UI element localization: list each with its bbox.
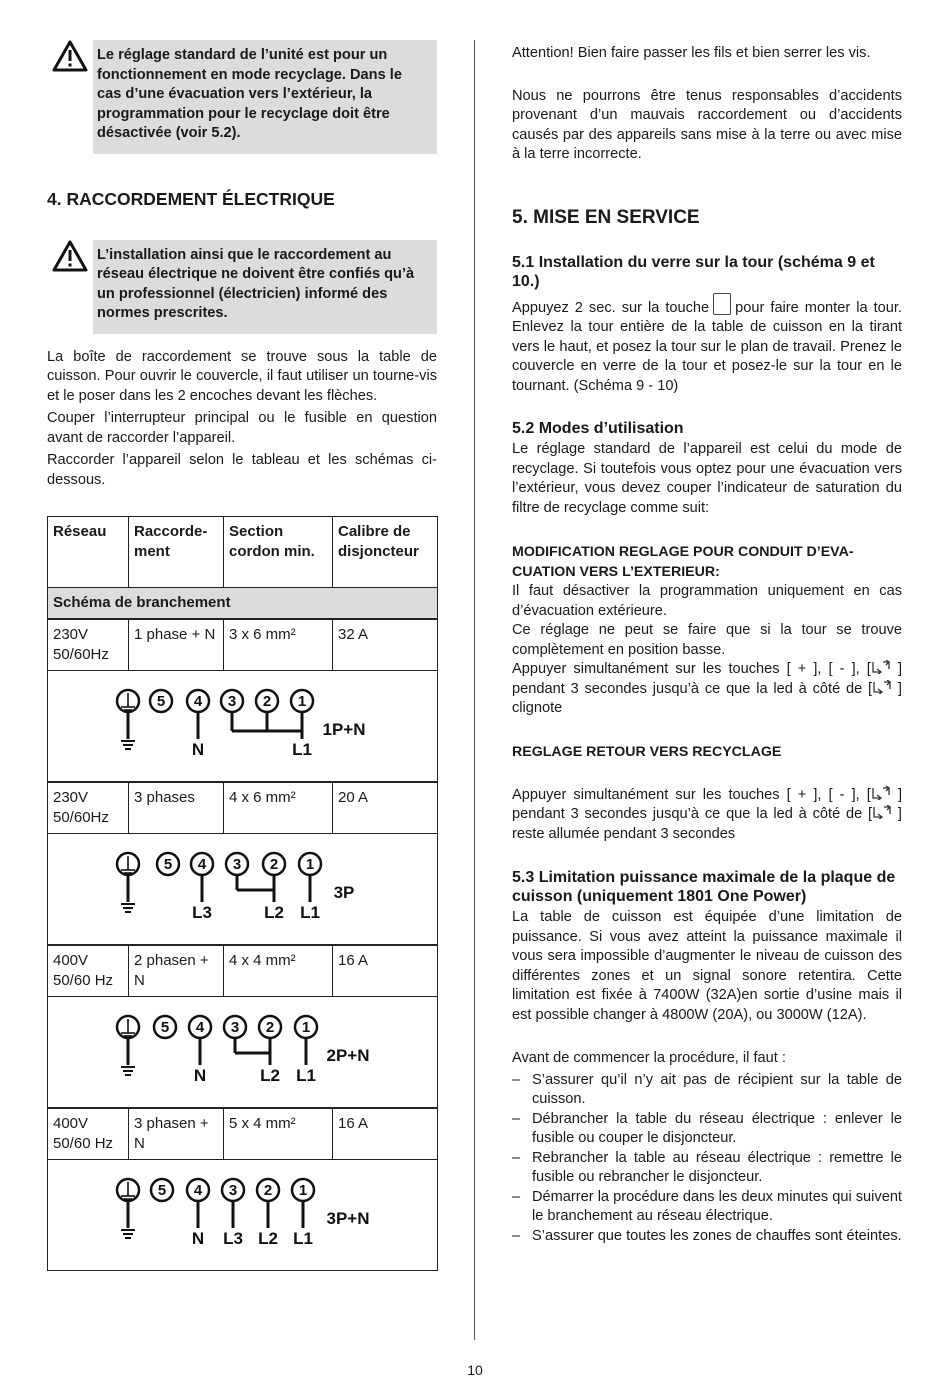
cell-calibre: 16 A (333, 945, 438, 997)
warning-installation (47, 240, 437, 334)
diagram-cell (48, 671, 438, 783)
paragraph-modif-2: Ce réglage ne peut se faire que si la tour se trouve complètement en position basse. (512, 622, 902, 658)
label-n: N (193, 1066, 207, 1085)
schema-label: Schéma de branchement (48, 588, 438, 620)
header-section: Section cordon min. (224, 517, 333, 588)
list-item: – S’assurer qu’il n’y ait pas de récipient sur la table de cuisson. (512, 1071, 902, 1110)
cell-raccordement: 3 phasen + N (129, 1108, 224, 1160)
diagram-cell (48, 1160, 438, 1271)
list-item: – Débrancher la table du réseau électrique : enlever le fusible ou couper le disjoncteur. (512, 1110, 902, 1149)
section-5-title: 5. MISE EN SERVICE (512, 206, 700, 228)
column-divider (474, 40, 475, 1340)
label-l1: L1 (293, 1229, 313, 1248)
diagram-row (48, 1160, 438, 1271)
terminal-4: 4 (193, 693, 203, 710)
cell-calibre: 16 A (333, 1108, 438, 1160)
terminal-1: 1 (301, 1019, 311, 1036)
terminal-5: 5 (163, 856, 173, 873)
connection-table (47, 516, 438, 1271)
terminal-5: 5 (160, 1019, 170, 1036)
terminal-4: 4 (195, 1019, 205, 1036)
cell-section: 5 x 4 mm² (224, 1108, 333, 1160)
header-calibre: Calibre de disjoncteur (333, 517, 438, 588)
steps-list (512, 1071, 902, 1247)
cell-section: 3 x 6 mm² (224, 619, 333, 671)
terminal-1: 1 (297, 693, 307, 710)
cell-calibre: 20 A (333, 782, 438, 834)
retour-title: REGLAGE RETOUR VERS RECYCLAGE (512, 743, 782, 760)
table-header-row (48, 517, 438, 588)
header-raccordement: Raccorde-ment (129, 517, 224, 588)
warning-icon (52, 240, 88, 272)
list-item: – S’assurer que toutes les zones de chauffes sont éteintes. (512, 1227, 902, 1247)
paragraph-couper: Couper l’interrupteur principal ou le fusible en question avant de raccorder l’appareil. (47, 410, 437, 446)
cell-raccordement: 2 phasen + N (129, 945, 224, 997)
terminal-1: 1 (298, 1182, 308, 1199)
paragraph-avant: Avant de commencer la procédure, il faut : (512, 1050, 786, 1066)
label-n: N (191, 740, 205, 759)
modification-title: MODIFICATION REGLAGE POUR CONDUIT D’EVA-CUATION VERS L’EXTERIEUR: (512, 544, 854, 580)
text-retour-a: Appuyer simultanément sur les touches [ + ], [ - ], [ (512, 786, 871, 803)
right-column (512, 44, 902, 1246)
terminal-4: 4 (193, 1182, 203, 1199)
wiring-diagram-3p (48, 834, 436, 938)
paragraph-5-3: La table de cuisson est équipée d’une limitation de puissance. Si vous avez atteint la puissance maximale il vous sera impossible d’augmenter le niveau de cuisson des différentes zones et un signal sonore retentira. Cette limitation est fixée à 7400W (32A)en sortie d’usine mais il est possible changer à 4800W (20A), ou 3000W (12A). (512, 909, 902, 1023)
text-retour-c: ] reste allumée pendant 3 secondes (512, 806, 902, 842)
page-number: 10 (467, 1362, 483, 1378)
label-l2: L2 (258, 1229, 278, 1248)
paragraph-attention: Attention! Bien faire passer les fils et bien serrer les vis. (512, 45, 871, 61)
text-modif-a: Appuyer simultanément sur les touches [ + ], [ - ], [ (512, 661, 871, 677)
table-schema-row (48, 588, 438, 620)
label-n: N (191, 1229, 205, 1248)
diagram-type: 1P+N (322, 720, 366, 739)
cell-raccordement: 3 phases (129, 782, 224, 834)
paragraph-raccorder: Raccorder l’appareil selon le tableau et les schémas ci-dessous. (47, 452, 437, 488)
section-4-title: 4. RACCORDEMENT ÉLECTRIQUE (47, 188, 335, 209)
terminal-2: 2 (265, 1019, 275, 1036)
label-l1: L1 (292, 740, 312, 759)
paragraph-5-1 (512, 293, 902, 397)
diagram-row (48, 997, 438, 1109)
warning-text: Le réglage standard de l’unité est pour un fonctionnement en mode recyclage. Dans le cas d’une évacuation vers l’extérieur, la programmation pour le recyclage doit être désactivée (voir 5.2). (93, 40, 437, 154)
diagram-cell (48, 834, 438, 946)
label-l2: L2 (260, 1066, 280, 1085)
terminal-3: 3 (227, 693, 237, 710)
table-row (48, 945, 438, 997)
diagram-row (48, 834, 438, 946)
label-l3: L3 (223, 1229, 243, 1248)
label-l3: L3 (192, 903, 212, 922)
wiring-diagram-3p-n (48, 1160, 436, 1264)
paragraph-boite: La boîte de raccordement se trouve sous la table de cuisson. Pour ouvrir le couvercle, il faut utiliser un tourne-vis et le poser dans les 2 encoches devant les flèches. (47, 348, 437, 404)
cell-reseau: 230V 50/60Hz (48, 619, 129, 671)
diagram-cell (48, 997, 438, 1109)
paragraph-responsabilite: Nous ne pourrons être tenus responsables d’accidents provenant d’un mauvais raccordement ou d’accidents causés par des appareils sans mise à la terre ou avec mise à la terre incorrecte. (512, 87, 902, 162)
table-row (48, 1108, 438, 1160)
cell-raccordement: 1 phase + N (129, 619, 224, 671)
text-5-1-b: pour faire monter la tour. Enlevez la tour entière de la table de cuisson en la tirant vers le haut, et posez la tour sur le plan de travail. Prenez le couvercle en verre de la tour et posez-le sur la tour en le tournant. (Schéma 9 - 10) (512, 299, 902, 394)
list-item: – Démarrer la procédure dans les deux minutes qui suivent le branchement au réseau électrique. (512, 1188, 902, 1227)
label-l2: L2 (264, 903, 284, 922)
text-retour-b: ] pendant 3 secondes jusqu’à ce que la led à côté de [ (512, 786, 902, 822)
terminal-5: 5 (157, 1182, 167, 1199)
header-reseau: Réseau (48, 517, 129, 588)
warning-icon (52, 40, 88, 72)
cell-reseau: 400V 50/60 Hz (48, 1108, 129, 1160)
paragraph-modif-1: Il faut désactiver la programmation uniquement en cas d’évacuation extérieure. (512, 583, 902, 619)
warning-recyclage (47, 40, 437, 154)
cell-section: 4 x 4 mm² (224, 945, 333, 997)
label-l1: L1 (296, 1066, 316, 1085)
terminal-5: 5 (156, 693, 166, 710)
cell-reseau: 230V 50/60Hz (48, 782, 129, 834)
section-5-1-title: 5.1 Installation du verre sur la tour (schéma 9 et 10.) (512, 253, 875, 290)
list-item: – Rebrancher la table au réseau électrique : remettre le fusible ou rebrancher le disjoncteur. (512, 1149, 902, 1188)
recycle-icon (871, 660, 891, 674)
text-5-1-a: Appuyez 2 sec. sur la touche (512, 299, 710, 316)
diagram-type: 3P+N (326, 1209, 370, 1228)
recycle-icon (872, 805, 892, 819)
tower-key-icon (713, 293, 731, 315)
paragraph-modif-3 (512, 660, 902, 719)
table-row (48, 782, 438, 834)
diagram-type: 3P (333, 883, 355, 902)
warning-text: L’installation ainsi que le raccordement au réseau électrique ne doivent être confiés qu’à un professionnel (électricien) informé des normes prescrites. (93, 240, 437, 334)
wiring-diagram-2p-n (48, 997, 436, 1101)
terminal-1: 1 (305, 856, 315, 873)
terminal-3: 3 (230, 1019, 240, 1036)
section-5-2-title: 5.2 Modes d’utilisation (512, 420, 684, 437)
paragraph-5-2: Le réglage standard de l’appareil est celui du mode de recyclage. Si toutefois vous optez pour une évacuation vers l’extérieur, vous devez couper l’indicateur de saturation du filtre de recyclage comme suit: (512, 441, 902, 516)
label-l1: L1 (300, 903, 320, 922)
diagram-type: 2P+N (326, 1046, 370, 1065)
table-row (48, 619, 438, 671)
terminal-4: 4 (197, 856, 207, 873)
text-modif-b: ] pendant 3 secondes jusqu’à ce que la led à côté de [ (512, 661, 902, 697)
terminal-3: 3 (232, 856, 242, 873)
terminal-2: 2 (262, 693, 272, 710)
section-5-3-title: 5.3 Limitation puissance maximale de la plaque de cuisson (uniquement 1801 One Power) (512, 869, 896, 905)
paragraph-retour (512, 786, 902, 845)
cell-calibre: 32 A (333, 619, 438, 671)
recycle-icon (871, 786, 891, 800)
text-modif-c: ] clignote (512, 680, 902, 716)
recycle-icon (872, 680, 892, 694)
terminal-2: 2 (263, 1182, 273, 1199)
left-column (47, 40, 437, 1271)
wiring-diagram-1p-n (48, 671, 436, 775)
cell-reseau: 400V 50/60 Hz (48, 945, 129, 997)
terminal-2: 2 (269, 856, 279, 873)
diagram-row (48, 671, 438, 783)
cell-section: 4 x 6 mm² (224, 782, 333, 834)
terminal-3: 3 (228, 1182, 238, 1199)
